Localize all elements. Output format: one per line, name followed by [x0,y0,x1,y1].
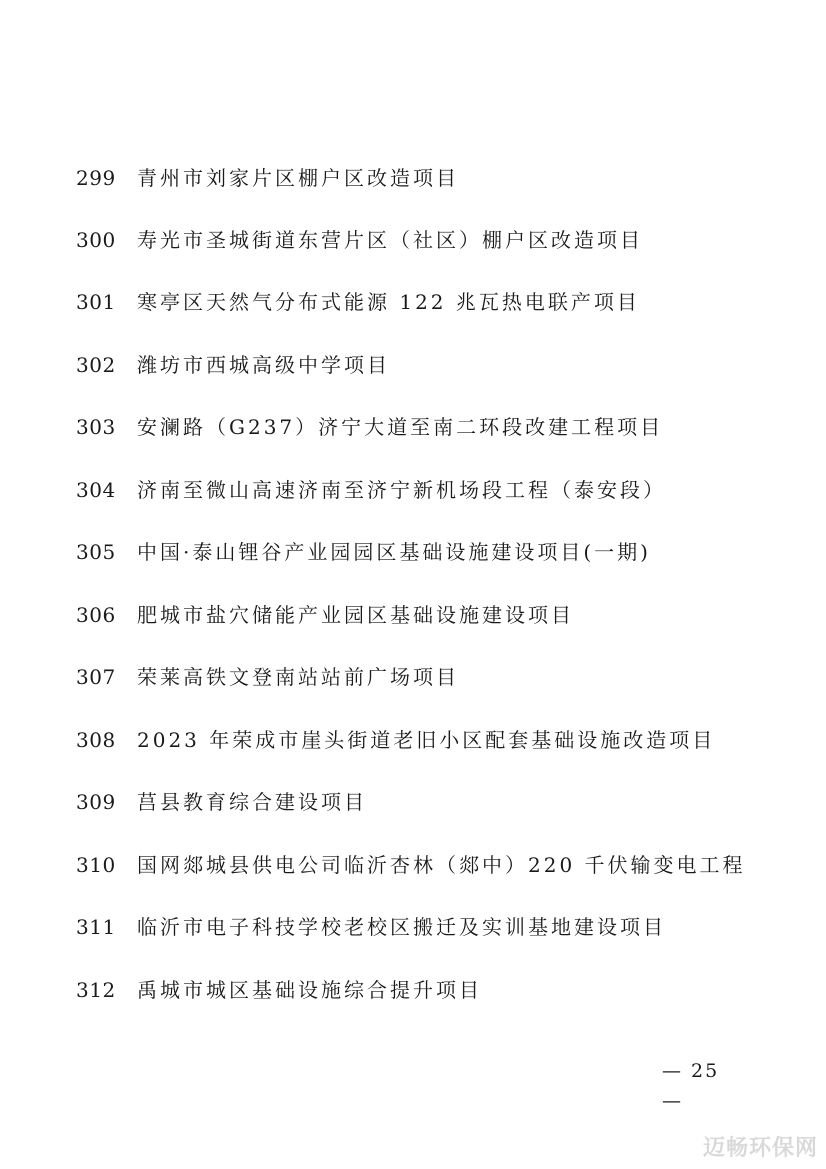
list-item [0,220,826,260]
watermark: 迈畅环保网 [702,1136,818,1161]
list-item [0,970,826,1010]
item-number: 302 [76,353,116,377]
list-item [0,407,826,447]
item-number: 311 [76,915,116,939]
item-number: 303 [76,415,116,439]
item-number: 299 [76,166,116,190]
item-name: 肥城市盐穴储能产业园区基础设施建设项目 [137,603,574,627]
list-item [0,282,826,322]
list-item [0,345,826,385]
item-name: 莒县教育综合建设项目 [137,790,367,814]
item-name: 青州市刘家片区棚户区改造项目 [137,166,459,190]
item-number: 310 [76,853,116,877]
item-name: 荣莱高铁文登南站站前广场项目 [137,665,459,689]
item-name: 中国·泰山锂谷产业园园区基础设施建设项目(一期) [137,540,651,564]
item-name: 2023 年荣成市崖头街道老旧小区配套基础设施改造项目 [137,728,716,752]
list-item [0,532,826,572]
list-item [0,907,826,947]
list-item [0,657,826,697]
item-number: 301 [76,290,116,314]
list-item [0,720,826,760]
item-number: 304 [76,478,116,502]
item-number: 308 [76,728,116,752]
item-name: 济南至微山高速济南至济宁新机场段工程（泰安段） [137,478,666,502]
item-name: 安澜路（G237）济宁大道至南二环段改建工程项目 [137,415,664,439]
list-item [0,158,826,198]
item-number: 305 [76,540,116,564]
list-item [0,470,826,510]
item-name: 禹城市城区基础设施综合提升项目 [137,978,482,1002]
item-number: 300 [76,228,116,252]
page-number: — 25 — [662,1060,720,1112]
item-name: 寒亭区天然气分布式能源 122 兆瓦热电联产项目 [137,290,640,314]
item-name: 临沂市电子科技学校老校区搬迁及实训基地建设项目 [137,915,666,939]
item-number: 312 [76,978,116,1002]
item-name: 寿光市圣城街道东营片区（社区）棚户区改造项目 [137,228,643,252]
list-item [0,595,826,635]
item-name: 国网郯城县供电公司临沂杏林（郯中）220 千伏输变电工程 [137,853,746,877]
item-number: 306 [76,603,116,627]
item-number: 309 [76,790,116,814]
list-item [0,782,826,822]
item-number: 307 [76,665,116,689]
list-item [0,845,826,885]
item-name: 潍坊市西城高级中学项目 [137,353,390,377]
